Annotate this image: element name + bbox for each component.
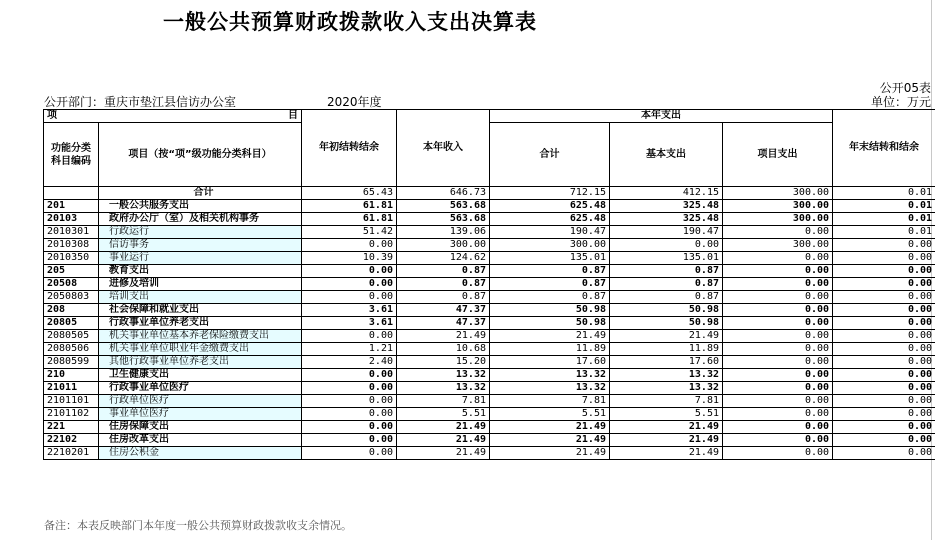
header-expense-group: 本年支出	[490, 110, 833, 123]
cell-expense-basic: 50.98	[610, 317, 723, 330]
header-func-code: 功能分类科目编码	[44, 123, 99, 187]
cell-opening-balance: 65.43	[302, 187, 397, 200]
cell-income: 47.37	[397, 304, 490, 317]
cell-closing-balance: 0.01	[833, 213, 935, 226]
cell-closing-balance: 0.00	[833, 356, 935, 369]
cell-code: 208	[44, 304, 99, 317]
cell-expense-total: 21.49	[490, 330, 610, 343]
cell-expense-total: 300.00	[490, 239, 610, 252]
cell-expense-total: 625.48	[490, 213, 610, 226]
cell-opening-balance: 0.00	[302, 395, 397, 408]
table-row	[44, 213, 935, 226]
cell-code: 20508	[44, 278, 99, 291]
cell-opening-balance: 0.00	[302, 265, 397, 278]
cell-closing-balance: 0.00	[833, 330, 935, 343]
cell-expense-total: 0.87	[490, 291, 610, 304]
cell-income: 124.62	[397, 252, 490, 265]
table-row	[44, 395, 935, 408]
cell-expense-total: 625.48	[490, 200, 610, 213]
cell-opening-balance: 0.00	[302, 369, 397, 382]
cell-expense-project: 0.00	[723, 395, 833, 408]
cell-expense-project: 0.00	[723, 408, 833, 421]
cell-closing-balance: 0.00	[833, 265, 935, 278]
cell-name: 行政运行	[99, 226, 302, 239]
header-item-group-start: 项	[47, 110, 57, 121]
cell-income: 5.51	[397, 408, 490, 421]
cell-name: 机关事业单位基本养老保险缴费支出	[99, 330, 302, 343]
cell-expense-basic: 17.60	[610, 356, 723, 369]
cell-closing-balance: 0.00	[833, 408, 935, 421]
cell-expense-total: 5.51	[490, 408, 610, 421]
cell-closing-balance: 0.01	[833, 200, 935, 213]
cell-closing-balance: 0.00	[833, 252, 935, 265]
cell-expense-basic: 21.49	[610, 330, 723, 343]
table-row	[44, 408, 935, 421]
cell-opening-balance: 0.00	[302, 447, 397, 460]
cell-expense-basic: 0.00	[610, 239, 723, 252]
cell-expense-total: 712.15	[490, 187, 610, 200]
table-row	[44, 265, 935, 278]
table-row	[44, 239, 935, 252]
cell-expense-total: 21.49	[490, 421, 610, 434]
cell-expense-basic: 21.49	[610, 421, 723, 434]
cell-expense-total: 21.49	[490, 434, 610, 447]
cell-expense-basic: 13.32	[610, 369, 723, 382]
cell-name: 事业单位医疗	[99, 408, 302, 421]
cell-code: 221	[44, 421, 99, 434]
cell-income: 21.49	[397, 447, 490, 460]
cell-expense-project: 0.00	[723, 291, 833, 304]
cell-expense-basic: 325.48	[610, 200, 723, 213]
cell-opening-balance: 3.61	[302, 304, 397, 317]
cell-closing-balance: 0.00	[833, 291, 935, 304]
cell-expense-total: 13.32	[490, 369, 610, 382]
cell-code: 2010350	[44, 252, 99, 265]
table-row	[44, 187, 935, 200]
cell-income: 300.00	[397, 239, 490, 252]
cell-closing-balance: 0.00	[833, 421, 935, 434]
cell-expense-total: 0.87	[490, 265, 610, 278]
cell-opening-balance: 0.00	[302, 408, 397, 421]
cell-code: 2080505	[44, 330, 99, 343]
cell-expense-basic: 190.47	[610, 226, 723, 239]
cell-opening-balance: 0.00	[302, 382, 397, 395]
cell-income: 47.37	[397, 317, 490, 330]
cell-code: 2101102	[44, 408, 99, 421]
cell-code: 20805	[44, 317, 99, 330]
cell-code: 22102	[44, 434, 99, 447]
cell-name: 进修及培训	[99, 278, 302, 291]
cell-income: 0.87	[397, 291, 490, 304]
cell-opening-balance: 51.42	[302, 226, 397, 239]
cell-closing-balance: 0.00	[833, 239, 935, 252]
cell-code: 2050803	[44, 291, 99, 304]
cell-name: 一般公共服务支出	[99, 200, 302, 213]
cell-name: 事业运行	[99, 252, 302, 265]
cell-income: 21.49	[397, 421, 490, 434]
cell-name: 信访事务	[99, 239, 302, 252]
cell-expense-total: 13.32	[490, 382, 610, 395]
cell-income: 21.49	[397, 330, 490, 343]
cell-name: 政府办公厅（室）及相关机构事务	[99, 213, 302, 226]
page-title: 一般公共预算财政拨款收入支出决算表	[163, 10, 537, 34]
table-row	[44, 317, 935, 330]
cell-closing-balance: 0.01	[833, 187, 935, 200]
cell-code: 2010308	[44, 239, 99, 252]
cell-income: 13.32	[397, 369, 490, 382]
table-row	[44, 304, 935, 317]
cell-expense-project: 0.00	[723, 447, 833, 460]
cell-expense-project: 0.00	[723, 317, 833, 330]
header-opening-balance: 年初结转结余	[302, 110, 397, 187]
table-row	[44, 278, 935, 291]
table-row	[44, 421, 935, 434]
cell-income: 563.68	[397, 200, 490, 213]
cell-opening-balance: 0.00	[302, 291, 397, 304]
cell-expense-total: 0.87	[490, 278, 610, 291]
cell-code: 21011	[44, 382, 99, 395]
table-row	[44, 226, 935, 239]
cell-code: 201	[44, 200, 99, 213]
cell-opening-balance: 10.39	[302, 252, 397, 265]
cell-expense-project: 0.00	[723, 330, 833, 343]
cell-name: 行政单位医疗	[99, 395, 302, 408]
cell-expense-basic: 412.15	[610, 187, 723, 200]
cell-opening-balance: 0.00	[302, 278, 397, 291]
cell-closing-balance: 0.00	[833, 382, 935, 395]
cell-expense-total: 21.49	[490, 447, 610, 460]
cell-income: 0.87	[397, 265, 490, 278]
table-row	[44, 382, 935, 395]
cell-income: 7.81	[397, 395, 490, 408]
header-expense-basic: 基本支出	[610, 123, 723, 187]
table-row	[44, 434, 935, 447]
cell-income: 21.49	[397, 434, 490, 447]
cell-code: 2080599	[44, 356, 99, 369]
cell-expense-project: 300.00	[723, 213, 833, 226]
cell-opening-balance: 0.00	[302, 239, 397, 252]
cell-opening-balance: 0.00	[302, 330, 397, 343]
cell-expense-project: 0.00	[723, 226, 833, 239]
cell-name: 行政事业单位医疗	[99, 382, 302, 395]
cell-income: 13.32	[397, 382, 490, 395]
cell-expense-project: 0.00	[723, 434, 833, 447]
table-note: 备注：本表反映部门本年度一般公共预算财政拨款收支余情况。	[44, 519, 352, 532]
cell-expense-total: 135.01	[490, 252, 610, 265]
cell-expense-total: 11.89	[490, 343, 610, 356]
cell-code: 205	[44, 265, 99, 278]
cell-expense-basic: 5.51	[610, 408, 723, 421]
header-item-group	[44, 110, 302, 123]
cell-closing-balance: 0.00	[833, 369, 935, 382]
cell-name: 住房改革支出	[99, 434, 302, 447]
cell-code: 2080506	[44, 343, 99, 356]
table-row	[44, 330, 935, 343]
cell-closing-balance: 0.00	[833, 278, 935, 291]
cell-expense-total: 7.81	[490, 395, 610, 408]
cell-expense-total: 190.47	[490, 226, 610, 239]
cell-expense-total: 50.98	[490, 304, 610, 317]
cell-closing-balance: 0.00	[833, 304, 935, 317]
table-body	[44, 187, 935, 460]
cell-expense-total: 17.60	[490, 356, 610, 369]
cell-code: 20103	[44, 213, 99, 226]
cell-expense-project: 0.00	[723, 382, 833, 395]
cell-expense-project: 0.00	[723, 343, 833, 356]
budget-table	[43, 109, 935, 460]
cell-closing-balance: 0.00	[833, 395, 935, 408]
cell-code: 210	[44, 369, 99, 382]
cell-code: 2210201	[44, 447, 99, 460]
cell-name: 其他行政事业单位养老支出	[99, 356, 302, 369]
cell-expense-project: 0.00	[723, 252, 833, 265]
table-row	[44, 447, 935, 460]
cell-expense-project: 0.00	[723, 304, 833, 317]
cell-opening-balance: 2.40	[302, 356, 397, 369]
table-row	[44, 369, 935, 382]
cell-income: 563.68	[397, 213, 490, 226]
cell-expense-basic: 7.81	[610, 395, 723, 408]
cell-name: 住房保障支出	[99, 421, 302, 434]
cell-income: 0.87	[397, 278, 490, 291]
cell-name: 合计	[99, 187, 302, 200]
table-row	[44, 356, 935, 369]
cell-name: 教育支出	[99, 265, 302, 278]
cell-expense-basic: 21.49	[610, 447, 723, 460]
cell-expense-basic: 13.32	[610, 382, 723, 395]
cell-name: 住房公积金	[99, 447, 302, 460]
cell-expense-basic: 325.48	[610, 213, 723, 226]
cell-expense-basic: 21.49	[610, 434, 723, 447]
header-expense-total: 合计	[490, 123, 610, 187]
cell-expense-basic: 135.01	[610, 252, 723, 265]
cell-expense-basic: 11.89	[610, 343, 723, 356]
cell-name: 社会保障和就业支出	[99, 304, 302, 317]
cell-opening-balance: 1.21	[302, 343, 397, 356]
cell-closing-balance: 0.00	[833, 317, 935, 330]
cell-name: 行政事业单位养老支出	[99, 317, 302, 330]
table-row	[44, 291, 935, 304]
table-row	[44, 343, 935, 356]
cell-name: 培训支出	[99, 291, 302, 304]
header-income: 本年收入	[397, 110, 490, 187]
cell-expense-project: 0.00	[723, 278, 833, 291]
cell-opening-balance: 61.81	[302, 200, 397, 213]
cell-opening-balance: 0.00	[302, 421, 397, 434]
cell-closing-balance: 0.01	[833, 226, 935, 239]
cell-expense-basic: 0.87	[610, 291, 723, 304]
department-label: 公开部门：重庆市垫江县信访办公室	[44, 95, 237, 109]
cell-name: 卫生健康支出	[99, 369, 302, 382]
cell-income: 10.68	[397, 343, 490, 356]
cell-expense-project: 300.00	[723, 239, 833, 252]
header-closing-balance: 年末结转和结余	[833, 110, 935, 187]
cell-income: 15.20	[397, 356, 490, 369]
cell-expense-project: 300.00	[723, 187, 833, 200]
cell-expense-basic: 0.87	[610, 278, 723, 291]
cell-expense-project: 0.00	[723, 356, 833, 369]
unit-label: 单位：万元	[870, 95, 931, 109]
cell-expense-total: 50.98	[490, 317, 610, 330]
table-row	[44, 200, 935, 213]
cell-expense-basic: 50.98	[610, 304, 723, 317]
cell-expense-project: 0.00	[723, 265, 833, 278]
cell-opening-balance: 0.00	[302, 434, 397, 447]
cell-expense-basic: 0.87	[610, 265, 723, 278]
cell-opening-balance: 61.81	[302, 213, 397, 226]
header-expense-project: 项目支出	[723, 123, 833, 187]
cell-code: 2101101	[44, 395, 99, 408]
cell-income: 646.73	[397, 187, 490, 200]
header-item-name: 项目（按“项”级功能分类科目）	[99, 123, 302, 187]
cell-expense-project: 0.00	[723, 369, 833, 382]
cell-closing-balance: 0.00	[833, 434, 935, 447]
year-label: 2020年度	[327, 95, 382, 109]
cell-code	[44, 187, 99, 200]
cell-opening-balance: 3.61	[302, 317, 397, 330]
cell-closing-balance: 0.00	[833, 447, 935, 460]
header-item-group-end: 目	[288, 110, 298, 121]
cell-expense-project: 300.00	[723, 200, 833, 213]
cell-code: 2010301	[44, 226, 99, 239]
cell-closing-balance: 0.00	[833, 343, 935, 356]
cell-expense-project: 0.00	[723, 421, 833, 434]
form-code: 公开05表	[879, 81, 931, 95]
cell-income: 139.06	[397, 226, 490, 239]
table-row	[44, 252, 935, 265]
cell-name: 机关事业单位职业年金缴费支出	[99, 343, 302, 356]
